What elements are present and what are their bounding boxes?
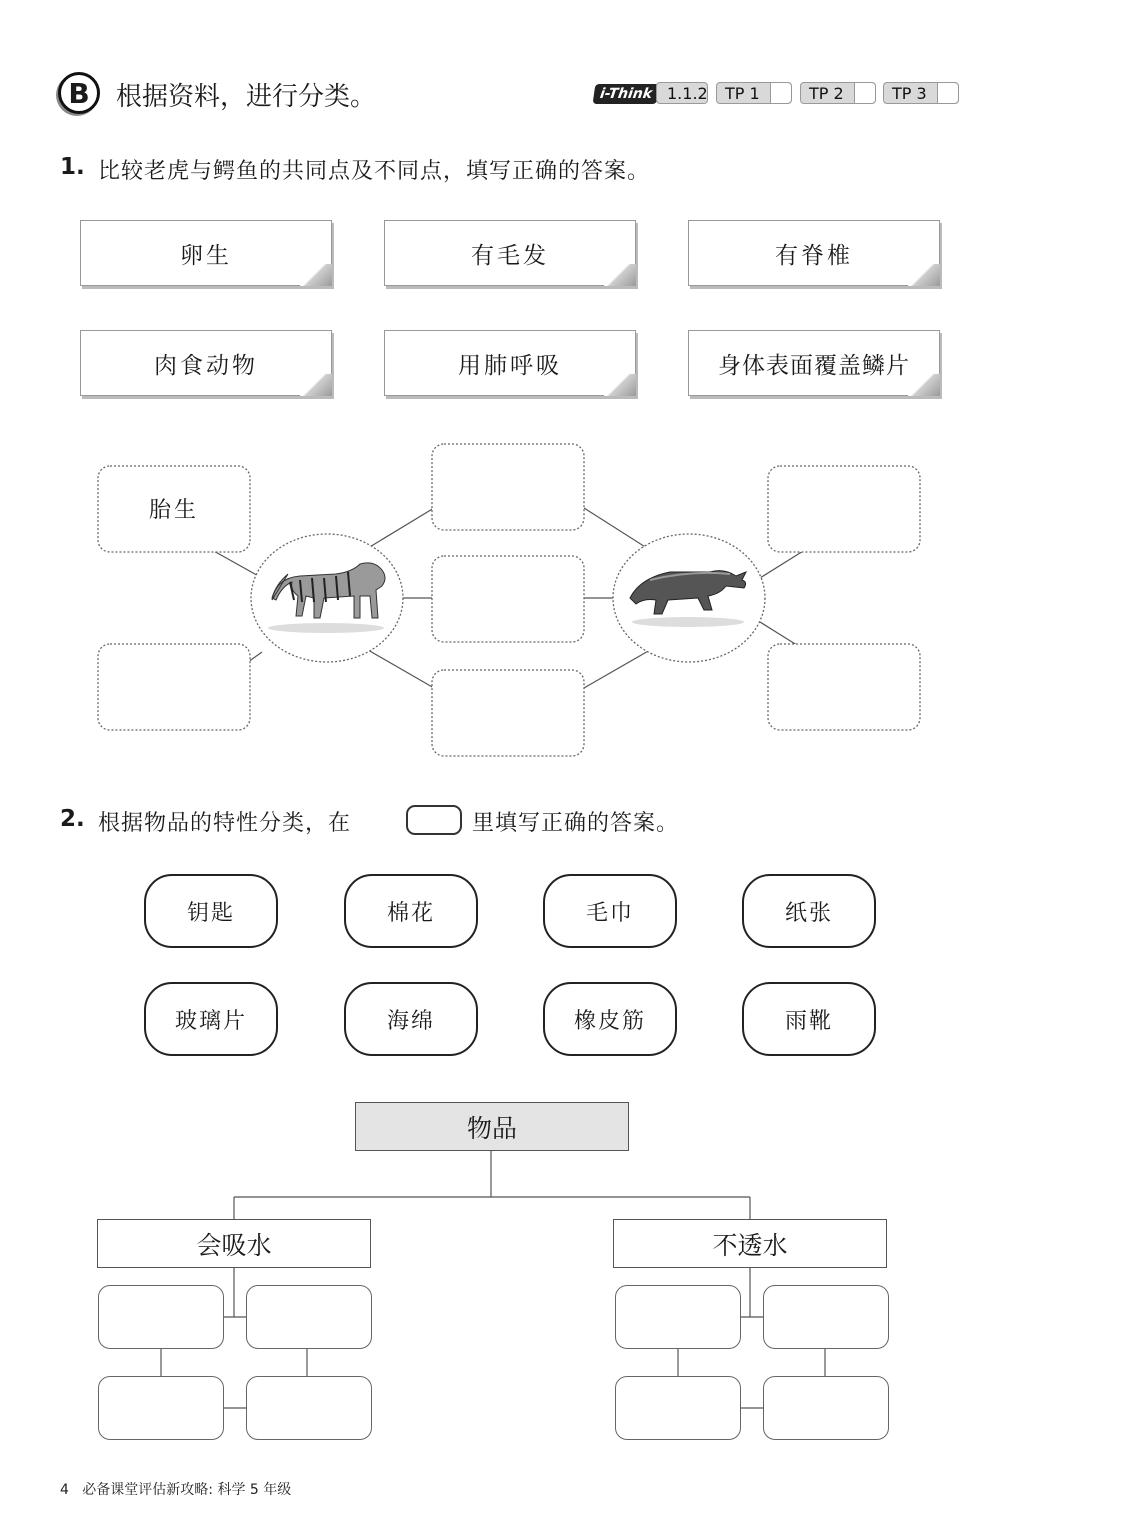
q1-number: 1.	[60, 154, 85, 180]
waterproof-answer-box-3[interactable]	[615, 1376, 741, 1440]
tp1-checkbox[interactable]	[770, 83, 791, 103]
answer-card-5[interactable]	[384, 330, 636, 396]
page-footer	[60, 1479, 291, 1499]
standard-code: 1.1.2	[667, 84, 708, 103]
answer-card-1[interactable]	[80, 220, 332, 286]
similarity-box-3[interactable]	[432, 670, 584, 756]
item-label: 钥匙	[186, 900, 235, 926]
item-pill-8[interactable]	[742, 982, 876, 1056]
item-pill-1[interactable]	[144, 874, 278, 948]
answer-card-label: 有毛发	[471, 242, 549, 269]
tiger-difference-box-2[interactable]	[98, 644, 250, 730]
page-curl-icon	[604, 374, 636, 396]
answer-card-2[interactable]	[384, 220, 636, 286]
item-pill-3[interactable]	[543, 874, 677, 948]
item-label: 橡皮筋	[573, 1008, 646, 1034]
standard-code-tag	[656, 82, 708, 104]
page-curl-icon	[908, 374, 940, 396]
tp2-label: TP 2	[809, 84, 844, 103]
item-label: 玻璃片	[174, 1008, 247, 1034]
tp1-tag	[716, 82, 792, 104]
section-title: 根据资料，进行分类。	[116, 82, 377, 112]
absorbent-category-box	[97, 1219, 371, 1268]
q2-number: 2.	[60, 806, 85, 832]
item-pill-6[interactable]	[344, 982, 478, 1056]
ithink-logo: i-Think	[593, 84, 660, 104]
answer-card-label: 有脊椎	[775, 242, 853, 269]
item-pill-2[interactable]	[344, 874, 478, 948]
item-label: 海绵	[386, 1008, 435, 1034]
absorbent-answer-box-2[interactable]	[246, 1285, 372, 1349]
answer-card-4[interactable]	[80, 330, 332, 396]
book-title: 必备课堂评估新攻略: 科学 5 年级	[82, 1482, 292, 1498]
absorbent-answer-box-3[interactable]	[98, 1376, 224, 1440]
item-pill-4[interactable]	[742, 874, 876, 948]
answer-card-3[interactable]	[688, 220, 940, 286]
crocodile-difference-box-2[interactable]	[768, 644, 920, 730]
tree-root-box	[355, 1102, 629, 1151]
waterproof-answer-box-1[interactable]	[615, 1285, 741, 1349]
double-bubble-diagram	[0, 430, 1123, 770]
tp1-label: TP 1	[725, 84, 760, 103]
q2-instruction-end: 里填写正确的答案。	[472, 811, 680, 836]
answer-card-label: 身体表面覆盖鳞片	[718, 352, 910, 379]
waterproof-answer-box-2[interactable]	[763, 1285, 889, 1349]
q1-instruction: 比较老虎与鳄鱼的共同点及不同点，填写正确的答案。	[98, 159, 651, 184]
viviparous-label: 胎生	[148, 498, 200, 523]
section-badge-letter: B	[68, 76, 90, 110]
answer-box-sample	[406, 805, 462, 835]
item-label: 纸张	[784, 900, 833, 926]
answer-card-label: 肉食动物	[154, 352, 258, 379]
absorbent-answer-box-1[interactable]	[98, 1285, 224, 1349]
item-pill-5[interactable]	[144, 982, 278, 1056]
answer-card-label: 卵生	[180, 242, 232, 269]
answer-card-6[interactable]	[688, 330, 940, 396]
tree-root-label: 物品	[466, 1113, 517, 1143]
page-curl-icon	[300, 374, 332, 396]
waterproof-category-box	[613, 1219, 887, 1268]
tp3-tag	[883, 82, 959, 104]
waterproof-answer-box-4[interactable]	[763, 1376, 889, 1440]
item-label: 雨靴	[784, 1008, 833, 1034]
item-label: 毛巾	[585, 900, 634, 926]
similarity-box-2[interactable]	[432, 556, 584, 642]
tp3-checkbox[interactable]	[937, 83, 958, 103]
q2-instruction-start: 根据物品的特性分类，在	[98, 811, 352, 836]
tp2-tag	[800, 82, 876, 104]
absorbent-answer-box-4[interactable]	[246, 1376, 372, 1440]
item-pill-7[interactable]	[543, 982, 677, 1056]
waterproof-category-label: 不透水	[712, 1230, 788, 1260]
absorbent-category-label: 会吸水	[196, 1230, 272, 1260]
page-number: 4	[60, 1482, 69, 1498]
answer-card-label: 用肺呼吸	[458, 352, 562, 379]
item-label: 棉花	[386, 900, 435, 926]
tp3-label: TP 3	[892, 84, 927, 103]
page-curl-icon	[604, 264, 636, 286]
page-curl-icon	[908, 264, 940, 286]
tp2-checkbox[interactable]	[854, 83, 875, 103]
page-curl-icon	[300, 264, 332, 286]
section-badge	[58, 72, 100, 114]
crocodile-difference-box-1[interactable]	[768, 466, 920, 552]
similarity-box-1[interactable]	[432, 444, 584, 530]
